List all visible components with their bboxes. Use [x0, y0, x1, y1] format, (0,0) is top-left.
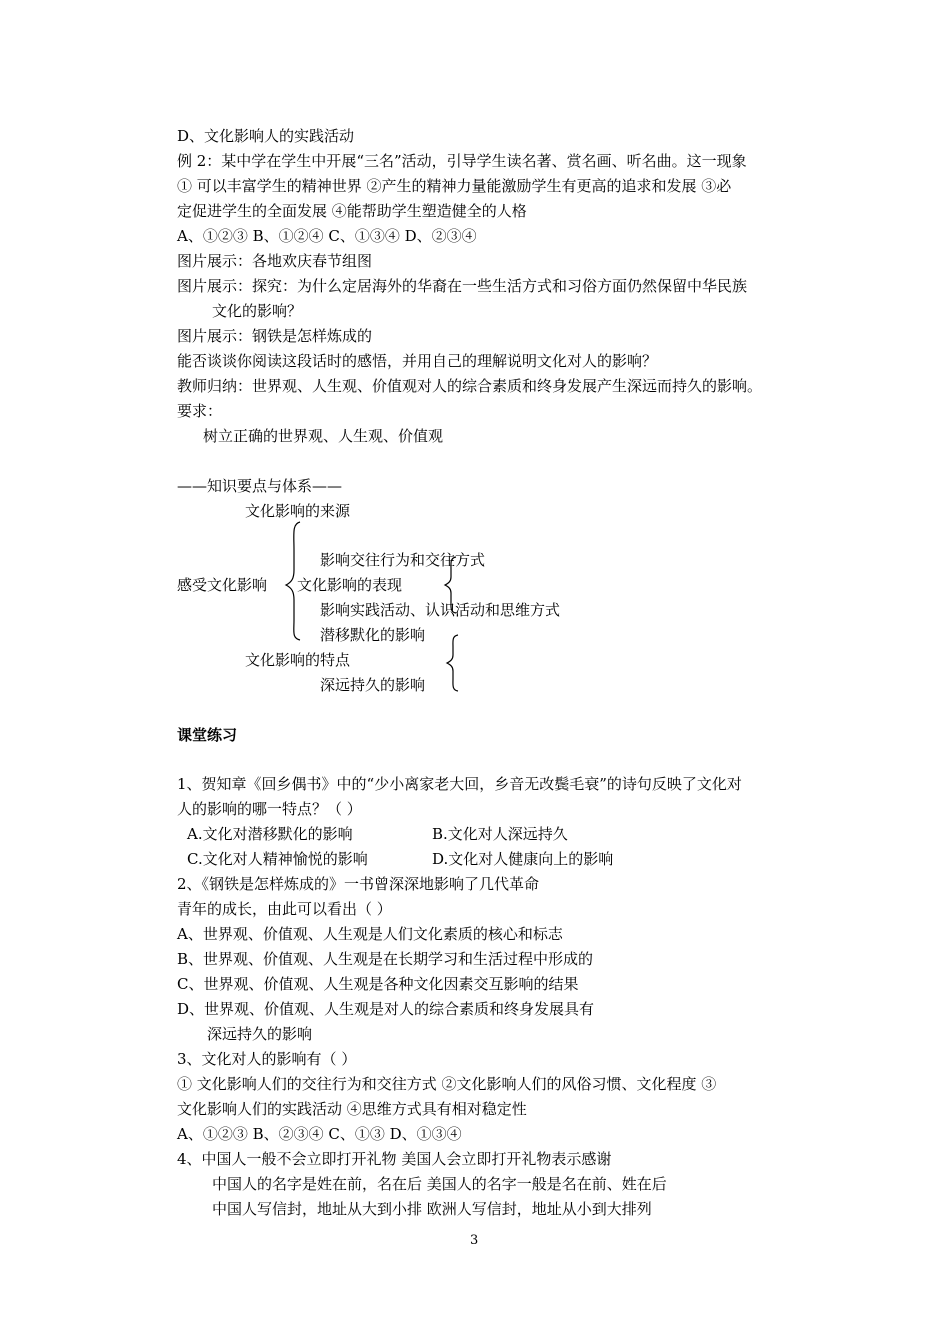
node-manifest-1: 影响交往行为和交往方式	[320, 551, 486, 569]
requirement-item: 树立正确的世界观、人生观、价值观	[203, 427, 444, 445]
node-root: 感受文化影响	[177, 576, 268, 594]
node-manifest: 文化影响的表现	[297, 576, 403, 594]
teacher-summary: 教师归纳：世界观、人生观、价值观对人的综合素质和终身发展产生深远而持久的影响。	[177, 377, 763, 395]
q1-line2: 人的影响的哪一特点？（ ）	[177, 800, 362, 818]
q3-line3: 文化影响人们的实践活动 ④思维方式具有相对稳定性	[177, 1100, 527, 1118]
q2-option-c: C、世界观、价值观、人生观是各种文化因素交互影响的结果	[177, 975, 579, 993]
requirement-label: 要求：	[177, 402, 223, 420]
discussion-question: 能否谈谈你阅读这段话时的感悟，并用自己的理解说明文化对人的影响？	[177, 352, 658, 370]
root-brace	[284, 520, 304, 642]
page-number: 3	[470, 1233, 479, 1248]
q4-line3: 中国人写信封，地址从大到小排 欧洲人写信封，地址从小到大排列	[212, 1200, 652, 1218]
q1-option-a: A.文化对潜移默化的影响	[187, 825, 353, 843]
example2-line2: ① 可以丰富学生的精神世界 ②产生的精神力量能激励学生有更高的追求和发展 ③必	[177, 177, 732, 195]
node-source: 文化影响的来源	[245, 502, 351, 520]
q1-option-b: B.文化对人深远持久	[432, 825, 568, 843]
q3-line1: 3、文化对人的影响有（ ）	[177, 1050, 357, 1068]
picture-show-2-line2: 文化的影响？	[212, 302, 303, 320]
q2-option-b: B、世界观、价值观、人生观是在长期学习和生活过程中形成的	[177, 950, 594, 968]
q2-option-d-line2: 深远持久的影响	[207, 1025, 313, 1043]
manifest-brace	[440, 555, 460, 615]
option-d-line: D、文化影响人的实践活动	[177, 127, 355, 145]
q2-option-d-line1: D、世界观、价值观、人生观是对人的综合素质和终身发展具有	[177, 1000, 595, 1018]
example2-options: A、①②③ B、①②④ C、①③④ D、②③④	[177, 227, 477, 245]
q3-line2: ① 文化影响人们的交往行为和交往方式 ②文化影响人们的风俗习惯、文化程度 ③	[177, 1075, 717, 1093]
node-manifest-2: 影响实践活动、认识活动和思维方式	[320, 601, 561, 619]
q1-option-c: C.文化对人精神愉悦的影响	[187, 850, 368, 868]
example2-line1: 例 2：某中学在学生中开展“三名”活动，引导学生读名著、赏名画、听名曲。这一现象	[177, 152, 747, 170]
picture-show-1: 图片展示：各地欢庆春节组图	[177, 252, 373, 270]
q4-line1: 4、中国人一般不会立即打开礼物 美国人会立即打开礼物表示感谢	[177, 1150, 612, 1168]
feature-brace	[442, 633, 462, 693]
q3-options: A、①②③ B、②③④ C、①③ D、①③④	[177, 1125, 462, 1143]
node-feature-1: 潜移默化的影响	[320, 626, 426, 644]
q2-line1: 2、《钢铁是怎样炼成的》一书曾深深地影响了几代革命	[177, 875, 540, 893]
node-feature: 文化影响的特点	[245, 651, 351, 669]
exercise-title: 课堂练习	[177, 726, 238, 744]
q2-option-a: A、世界观、价值观、人生观是人们文化素质的核心和标志	[177, 925, 563, 943]
q1-line1: 1、贺知章《回乡偶书》中的“少小离家老大回，乡音无改鬓毛衰”的诗句反映了文化对	[177, 775, 742, 793]
picture-show-2-line1: 图片展示：探究：为什么定居海外的华裔在一些生活方式和习俗方面仍然保留中华民族	[177, 277, 748, 295]
node-feature-2: 深远持久的影响	[320, 676, 426, 694]
q1-option-d: D.文化对人健康向上的影响	[432, 850, 614, 868]
q2-line2: 青年的成长，由此可以看出（ ）	[177, 900, 392, 918]
picture-show-3: 图片展示：钢铁是怎样炼成的	[177, 327, 373, 345]
example2-line3: 定促进学生的全面发展 ④能帮助学生塑造健全的人格	[177, 202, 527, 220]
knowledge-heading: ——知识要点与体系——	[177, 477, 343, 495]
q4-line2: 中国人的名字是姓在前，名在后 美国人的名字一般是名在前、姓在后	[212, 1175, 667, 1193]
